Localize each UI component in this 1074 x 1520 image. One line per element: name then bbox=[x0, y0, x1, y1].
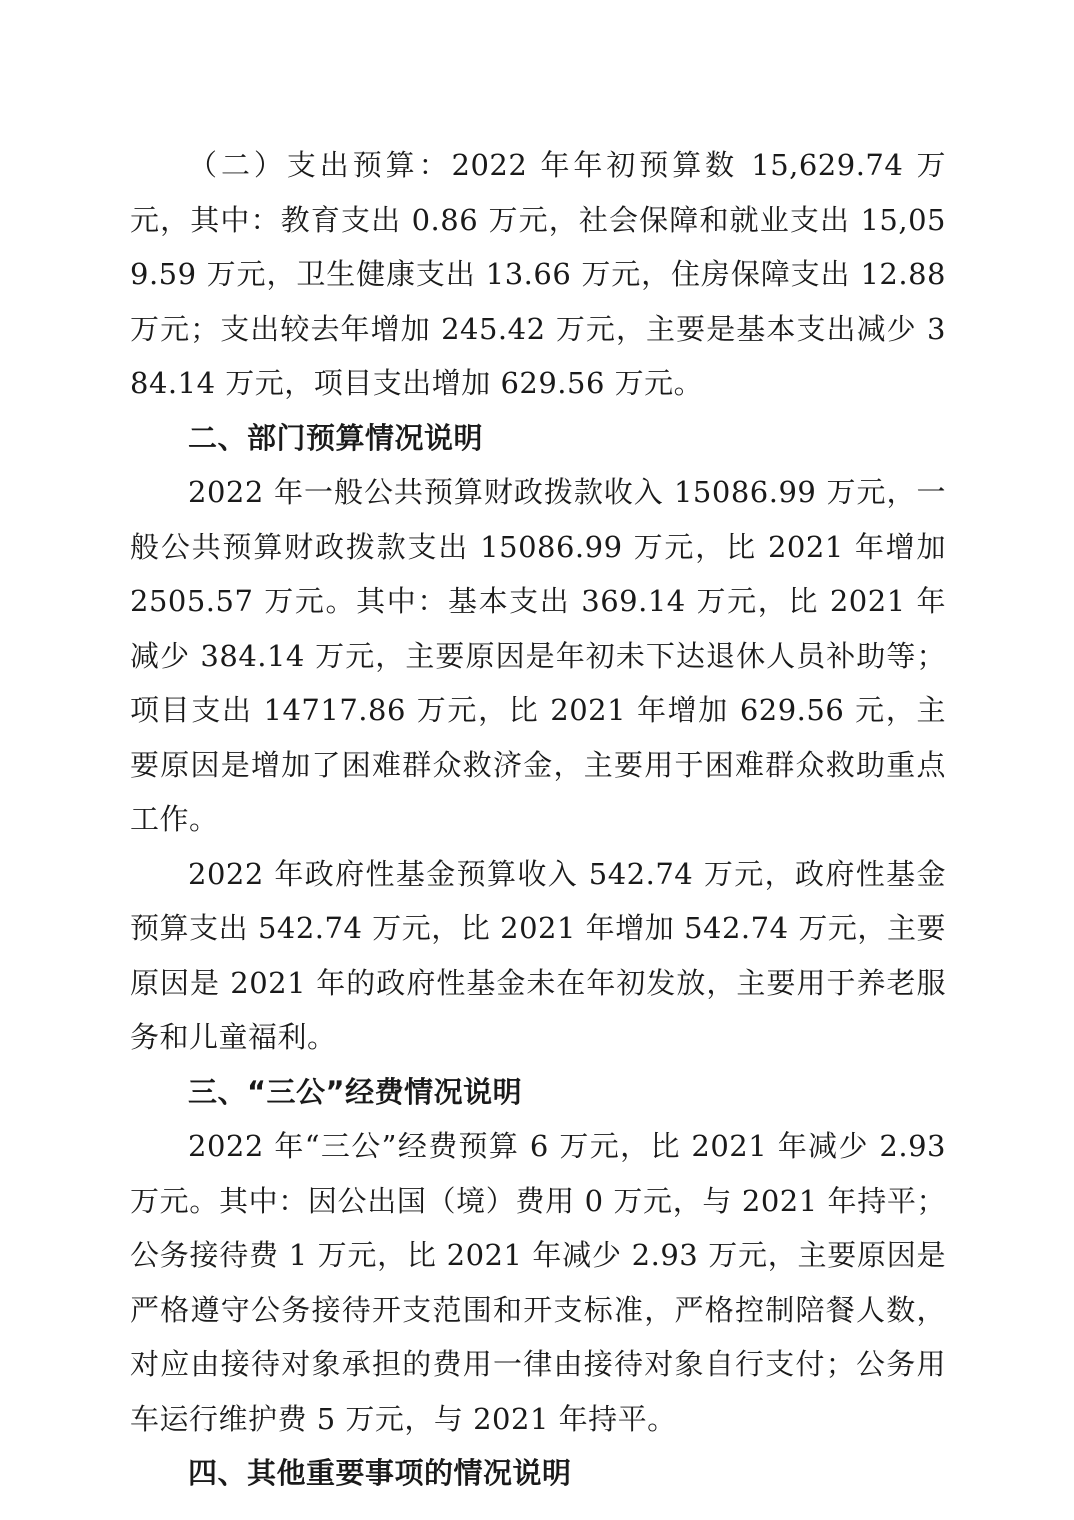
paragraph-general-public-budget: 2022 年一般公共预算财政拨款收入 15086.99 万元，一般公共预算财政拨款支出 15086.99 万元，比 2021 年增加 2505.57 万元。其中：基本支出 369.14 万元，比 2021 年减少 384.14 万元，主要原因是年初未下达退休人员补助等；项目支出 14717.86 万元，比 2021 年增加 629.56 元，主要原因是增加了困难群众救济金，主要用于困难群众救助重点工作。 bbox=[130, 475, 946, 836]
paragraph-expenditure-budget: （二）支出预算：2022 年年初预算数 15,629.74 万元，其中：教育支出 0.86 万元，社会保障和就业支出 15,059.59 万元，卫生健康支出 13.66 万元，住房保障支出 12.88 万元；支出较去年增加 245.42 万元，主要是基本支出减少 384.14 万元，项目支出增加 629.56 万元。 bbox=[130, 148, 946, 400]
section-heading-three-public-expenses: 三、“三公”经费情况说明 bbox=[188, 1074, 523, 1109]
paragraph-three-public-expenses: 2022 年“三公”经费预算 6 万元，比 2021 年减少 2.93 万元。其中：因公出国（境）费用 0 万元，与 2021 年持平；公务接待费 1 万元，比 2021 年减少 2.93 万元，主要原因是严格遵守公务接待开支范围和开支标准，严格控制陪餐人数，对应由接待对象承担的费用一律由接待对象自行支付；公务用车运行维护费 5 万元，与 2021 年持平。 bbox=[130, 1129, 946, 1436]
document-page bbox=[130, 138, 946, 1501]
section-heading-department-budget: 二、部门预算情况说明 bbox=[188, 420, 484, 455]
paragraph-government-fund-budget: 2022 年政府性基金预算收入 542.74 万元，政府性基金预算支出 542.74 万元，比 2021 年增加 542.74 万元，主要原因是 2021 年的政府性基金未在年初发放，主要用于养老服务和儿童福利。 bbox=[130, 856, 946, 1054]
section-heading-other-matters: 四、其他重要事项的情况说明 bbox=[188, 1456, 572, 1490]
